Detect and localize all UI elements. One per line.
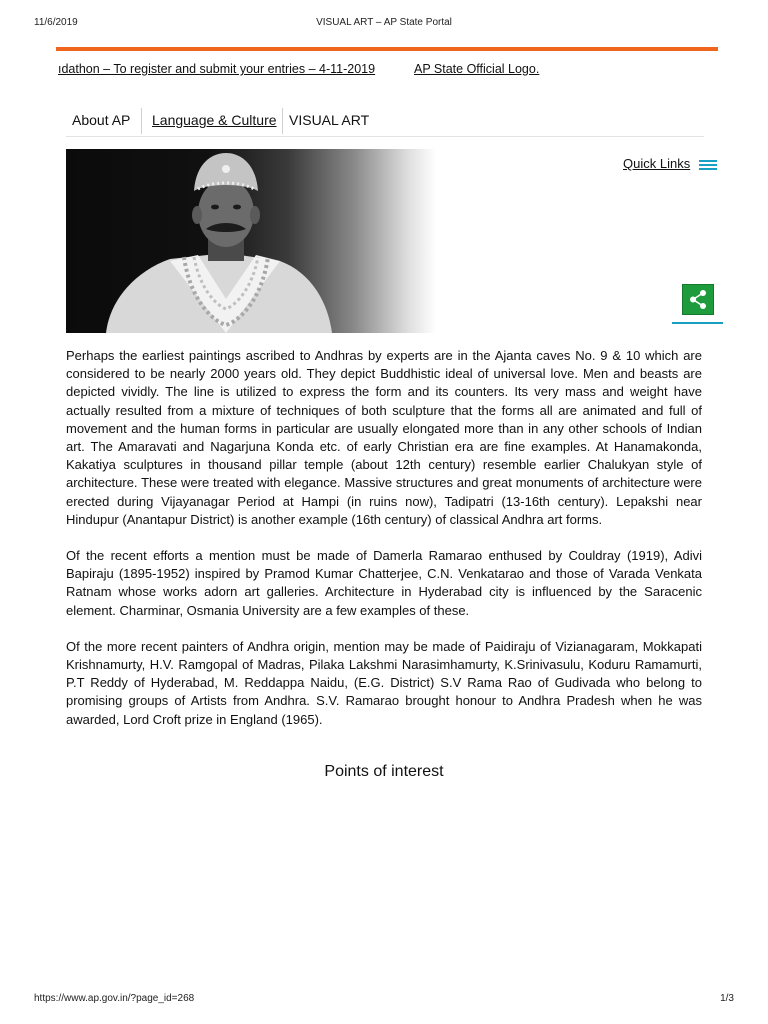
article-paragraph-1: Perhaps the earliest paintings ascribed to Andhras by experts are in the Ajanta caves No. 9 & 10 which are considered to be nearly 2000 years old. They depict Buddhistic ideal of universal love. Men and beasts are depicted vividly. The line is utilized to express the form and its counters. Its very mass and weight have actually resulted from a mixture of techniques of both sculpture that the forms all are animated and full of movement and the human forms in particular are usually elongated more than in any other schools of Indian art. The Amaravati and Nagarjuna Konda etc. of early Christian era are fine examples. At Hanamakonda, Kakatiya sculptures in thousand pillar temple (about 12th century) resemble earlier Chalukyan style of architecture. These were treated with elegance. Massive structures and great monuments of architecture were erected during Vijayanagar Period at Hampi (in ruins now), Tadipatri (13-16th century). Lepakshi near Hindupur (Anantapur District) is another example (16th century) of classical Andhra art forms. xyxy=(66,348,702,527)
breadcrumb-current-visual-art: VISUAL ART xyxy=(282,108,369,134)
share-underline xyxy=(672,322,723,324)
ticker-link-logo[interactable]: AP State Official Logo. xyxy=(414,62,540,76)
print-page-number: 1/3 xyxy=(720,993,734,1004)
ticker-link-hackathon[interactable]: ıdathon – To register and submit your entries – 4-11-2019 xyxy=(58,62,376,76)
article-paragraph-3: Of the more recent painters of Andhra origin, mention may be made of Paidiraju of Vizianagaram, Mokkapati Krishnamurty, H.V. Ramgopal of Madras, Pilaka Lakshmi Narasimhamurty, K.Srinivasulu, Koduru Ramamurti, P.T Reddy of Hyderabad, M. Reddappa Naidu, (E.G. District) S.V Rama Rao of Gudivada who belong to promising groups of Artists from Andhra. S.V. Ramarao brought honour to Andhra Pradesh when he was awarded, Lord Croft prize in England (1965). xyxy=(66,638,702,727)
breadcrumb xyxy=(66,106,704,137)
menu-icon[interactable] xyxy=(699,160,717,171)
breadcrumb-about-ap[interactable]: About AP xyxy=(72,112,131,128)
hero-banner xyxy=(66,149,436,333)
points-of-interest-heading: Points of interest xyxy=(324,763,444,780)
print-header xyxy=(34,17,734,31)
header-accent-bar xyxy=(56,47,718,51)
print-date: 11/6/2019 xyxy=(34,17,78,28)
print-footer xyxy=(34,993,734,1007)
article-body xyxy=(66,347,702,747)
quick-links-link[interactable]: Quick Links xyxy=(623,156,691,171)
share-icon xyxy=(683,285,713,314)
share-button[interactable] xyxy=(682,284,714,315)
article-paragraph-2: Of the recent efforts a mention must be made of Damerla Ramarao enthused by Couldray (1919), Adivi Bapiraju (1895-1952) inspired by Pramod Kumar Chatterjee, C.N. Venkatarao and those of Varada Venkata Ratnam whose works adorn art galleries. Architecture in Hyderabad city is influenced by the Saracenic element. Charminar, Osmania University are a few examples of these. xyxy=(66,548,702,618)
print-url: https://www.ap.gov.in/?page_id=268 xyxy=(34,993,195,1004)
print-page-title: VISUAL ART – AP State Portal xyxy=(316,17,452,28)
portrait-image xyxy=(66,149,436,333)
breadcrumb-language-culture[interactable]: Language & Culture xyxy=(141,108,277,134)
news-ticker xyxy=(58,62,718,80)
